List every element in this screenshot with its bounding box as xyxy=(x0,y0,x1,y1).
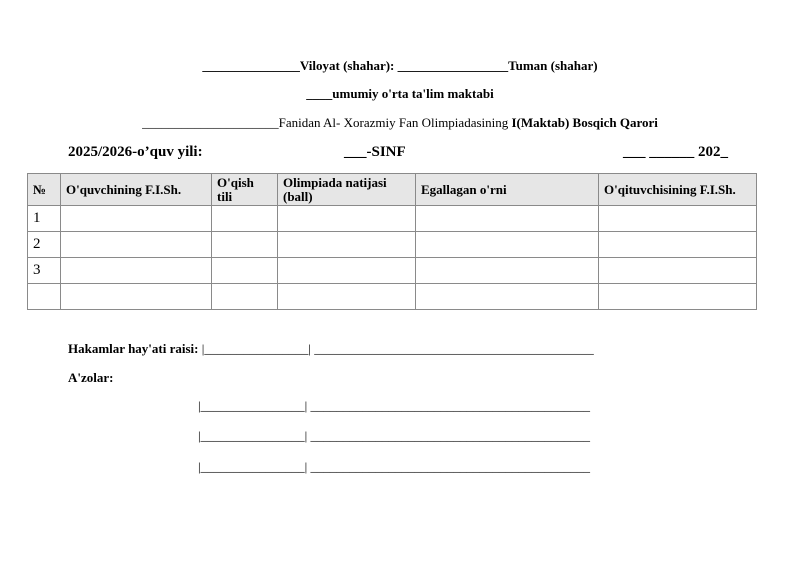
cell-place[interactable] xyxy=(416,232,599,258)
members-label: A'zolar: xyxy=(68,370,114,385)
cell-number xyxy=(28,284,61,310)
table-row xyxy=(28,284,757,310)
cell-student-name[interactable] xyxy=(61,206,212,232)
cell-place[interactable] xyxy=(416,206,599,232)
jury-chair-label: Hakamlar hay'ati raisi: xyxy=(68,341,199,356)
title-stage: I(Maktab) Bosqich Qarori xyxy=(511,115,658,130)
jury-chair-signature xyxy=(68,341,594,357)
cell-language[interactable] xyxy=(212,232,278,258)
cell-teacher-name[interactable] xyxy=(599,284,757,310)
col-number: № xyxy=(28,174,61,206)
cell-number: 3 xyxy=(28,258,61,284)
cell-place[interactable] xyxy=(416,258,599,284)
table-row xyxy=(28,258,757,284)
region-district-line: _______________Viloyat (shahar): _________________Tuman (shahar) xyxy=(202,58,598,73)
cell-language[interactable] xyxy=(212,206,278,232)
cell-number: 2 xyxy=(28,232,61,258)
cell-teacher-name[interactable] xyxy=(599,232,757,258)
col-score: Olimpiada natijasi (ball) xyxy=(278,174,416,206)
table-header-row xyxy=(28,174,757,206)
table-row xyxy=(28,206,757,232)
jury-chair-line[interactable]: |________________| ___________________________________________ xyxy=(201,341,594,356)
academic-year: 2025/2026-o’quv yili: xyxy=(68,144,203,160)
results-table xyxy=(27,173,757,310)
member-signature-line[interactable]: |________________| ___________________________________________ xyxy=(198,428,590,443)
member-signature-line[interactable]: |________________| ___________________________________________ xyxy=(198,459,590,474)
cell-teacher-name[interactable] xyxy=(599,258,757,284)
cell-score[interactable] xyxy=(278,258,416,284)
cell-place[interactable] xyxy=(416,284,599,310)
col-language: O'qish tili xyxy=(212,174,278,206)
cell-number: 1 xyxy=(28,206,61,232)
col-place: Egallagan o'rni xyxy=(416,174,599,206)
title-prefix: _____________________Fanidan Al- Xorazmiy Fan Olimpiadasining xyxy=(142,115,512,130)
cell-language[interactable] xyxy=(212,258,278,284)
date-field: ___ ______ 202_ xyxy=(623,144,728,160)
cell-teacher-name[interactable] xyxy=(599,206,757,232)
member-signature-line[interactable]: |________________| ___________________________________________ xyxy=(198,398,590,413)
cell-student-name[interactable] xyxy=(61,232,212,258)
document-title xyxy=(0,115,800,131)
school-line: ____umumiy o'rta ta'lim maktabi xyxy=(306,86,494,101)
cell-student-name[interactable] xyxy=(61,284,212,310)
col-student-name: O'quvchining F.I.Sh. xyxy=(61,174,212,206)
cell-score[interactable] xyxy=(278,206,416,232)
grade-field: ___-SINF xyxy=(344,144,406,160)
cell-score[interactable] xyxy=(278,232,416,258)
table-row xyxy=(28,232,757,258)
cell-student-name[interactable] xyxy=(61,258,212,284)
cell-score[interactable] xyxy=(278,284,416,310)
cell-language[interactable] xyxy=(212,284,278,310)
col-teacher-name: O'qituvchisining F.I.Sh. xyxy=(599,174,757,206)
